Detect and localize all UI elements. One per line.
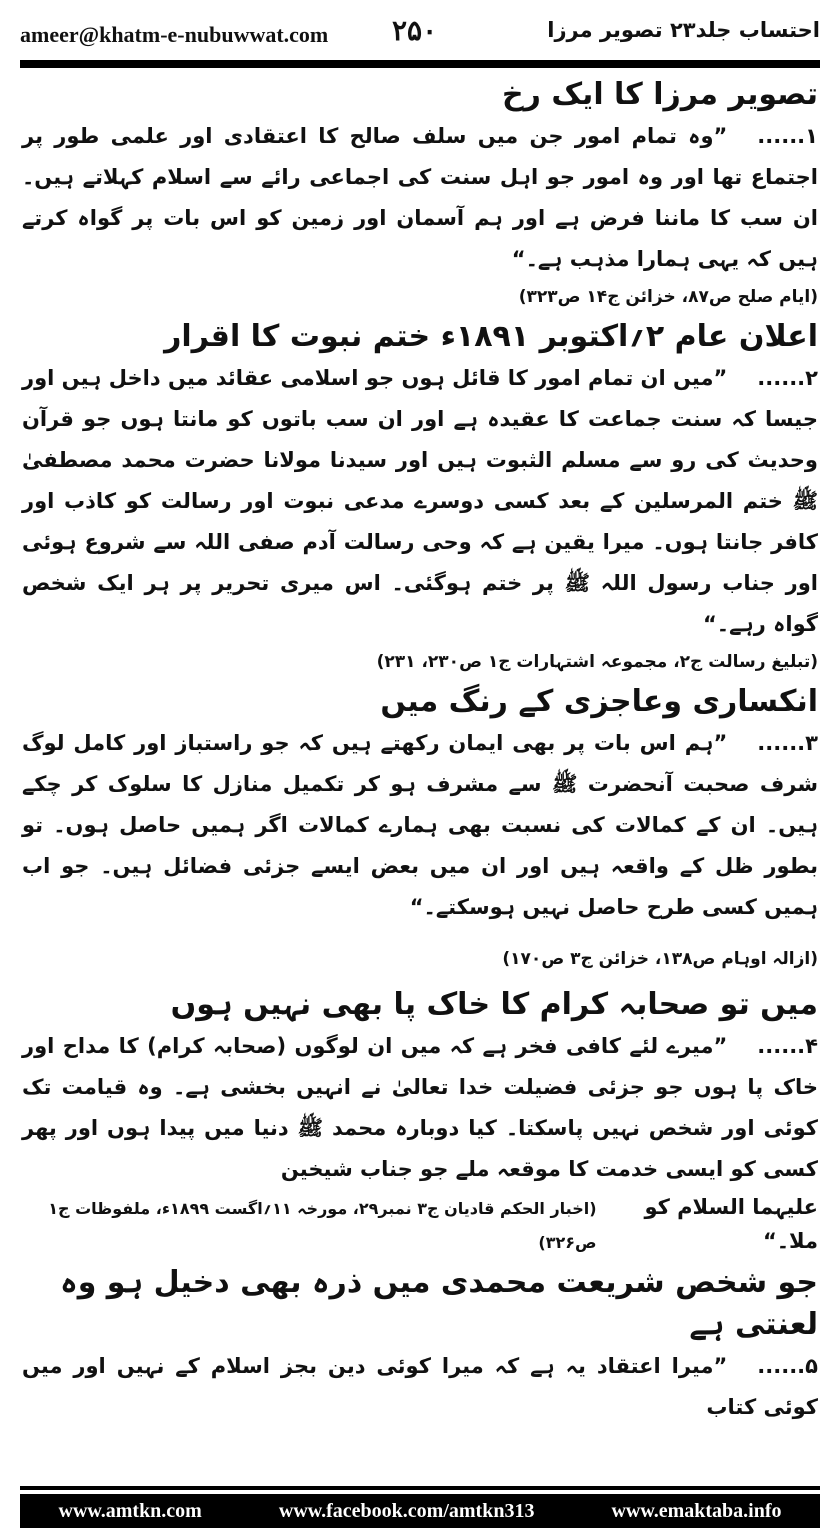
reference-1: (ایام صلح ص۸۷، خزائن ج۱۴ ص۳۲۳) (518, 287, 818, 307)
section-heading-1: تصویر مرزا کا ایک رخ (502, 77, 818, 112)
footer-link-emaktaba[interactable]: www.emaktaba.info (611, 1499, 782, 1522)
paragraph-number-2: ۲...... (757, 366, 818, 390)
footer-link-amtkn[interactable]: www.amtkn.com (58, 1499, 202, 1522)
reference-4: (اخبار الحکم قادیان ج۳ نمبر۲۹، مورخہ ۱۱؍اگست ۱۸۹۹ء، ملفوظات ج۱ ص۳۲۶) (48, 1199, 597, 1252)
section-heading-2: اعلان عام ۲؍اکتوبر ۱۸۹۱ء ختم نبوت کا اقرار (164, 319, 818, 354)
paragraph-number-3: ۳...... (757, 731, 818, 755)
book-title: احتساب جلد۲۳ تصویر مرزا (547, 18, 820, 42)
page-content (22, 72, 818, 1428)
section-paragraph-1 (22, 116, 818, 280)
paragraph-text-1: ”وہ تمام امور جن میں سلف صالح کا اعتقادی اور علمی طور پر اجتماع تھا اور وہ امور جو اہل سنت کی اجماعی رائے سے اسلام کہلاتے ہیں۔ ان سب کا ماننا فرض ہے اور ہم آسمان اور زمین کو اس بات پر گواہ کرتے ہیں کہ یہی ہمارا مذہب ہے۔“ (22, 124, 818, 271)
header-rule (20, 60, 820, 68)
paragraph-text-3: ”ہم اس بات پر بھی ایمان رکھتے ہیں کہ جو راستباز اور کامل لوگ شرف صحبت آنحضرت ﷺ سے مشرف ہو کر تکمیل منازل کا سلوک کر چکے ہیں۔ ان کے کمالات کی نسبت بھی ہمارے کمالات اگر ہمیں حاصل ہوں۔ تو بطور ظل کے واقعہ ہیں اور ان میں بعض ایسے جزئی فضائل ہیں۔ جو اب ہمیں کسی طرح حاصل نہیں ہوسکتے۔“ (22, 731, 818, 919)
paragraph-number-5: ۵...... (757, 1354, 818, 1378)
page-number: ۲۵۰ (392, 14, 438, 47)
reference-2: (تبلیغ رسالت ج۲، مجموعہ اشتہارات ج۱ ص۲۳۰، ۲۳۱) (376, 652, 818, 672)
page-footer (20, 1494, 820, 1528)
paragraph-text-5: ”میرا اعتقاد یہ ہے کہ میرا کوئی دین بجز اسلام کے نہیں اور میں کوئی کتاب (22, 1354, 818, 1419)
paragraph-number-4: ۴...... (757, 1034, 818, 1058)
paragraph-tail-line-4 (22, 1190, 818, 1260)
footer-rule (20, 1486, 820, 1490)
section-paragraph-5 (22, 1346, 818, 1428)
footer-link-facebook[interactable]: www.facebook.com/amtkn313 (278, 1499, 535, 1522)
section-heading-3: انکساری وعاجزی کے رنگ میں (380, 684, 818, 719)
paragraph-tail-4: علیہما السلام کو ملا۔“ (644, 1195, 818, 1253)
header-email: ameer@khatm-e-nubuwwat.com (20, 22, 329, 47)
section-paragraph-4 (22, 1026, 818, 1190)
paragraph-text-4: ”میرے لئے کافی فخر ہے کہ میں ان لوگوں (صحابہ کرام) کا مداح اور خاک پا ہوں جو جزئی فضیلت خدا تعالیٰ نے انہیں بخشی ہے۔ وہ قیامت تک کوئی اور شخص نہیں پاسکتا۔ کیا دوبارہ محمد ﷺ دنیا میں پیدا ہوں اور پھر کسی کو ایسی خدمت کا موقعہ ملے جو جناب شیخین (22, 1034, 818, 1181)
section-paragraph-3 (22, 723, 818, 928)
section-heading-5: جو شخص شریعت محمدی میں ذرہ بھی دخیل ہو وہ لعنتی ہے (60, 1265, 818, 1342)
paragraph-text-2: ”میں ان تمام امور کا قائل ہوں جو اسلامی عقائد میں داخل ہیں اور جیسا کہ سنت جماعت کا عقیدہ ہے اور ان سب باتوں کو مانتا ہوں جو قرآن وحدیث کی رو سے مسلم الثبوت ہیں اور سیدنا مولانا حضرت محمد مصطفیٰ ﷺ ختم المرسلین کے بعد کسی دوسرے مدعی نبوت اور رسالت کو کاذب اور کافر جانتا ہوں۔ میرا یقین ہے کہ وحی رسالت آدم صفی اللہ سے شروع ہوئی اور جناب رسول اللہ ﷺ پر ختم ہوگئی۔ اس میری تحریر پر ہر ایک شخص گواہ رہے۔“ (22, 366, 818, 636)
paragraph-number-1: ۱...... (757, 124, 818, 148)
section-heading-4: میں تو صحابہ کرام کا خاک پا بھی نہیں ہوں (170, 987, 818, 1022)
reference-3: (ازالہ اوہام ص۱۳۸، خزائن ج۳ ص۱۷۰) (502, 949, 818, 969)
section-paragraph-2 (22, 358, 818, 645)
page-header (20, 14, 820, 50)
